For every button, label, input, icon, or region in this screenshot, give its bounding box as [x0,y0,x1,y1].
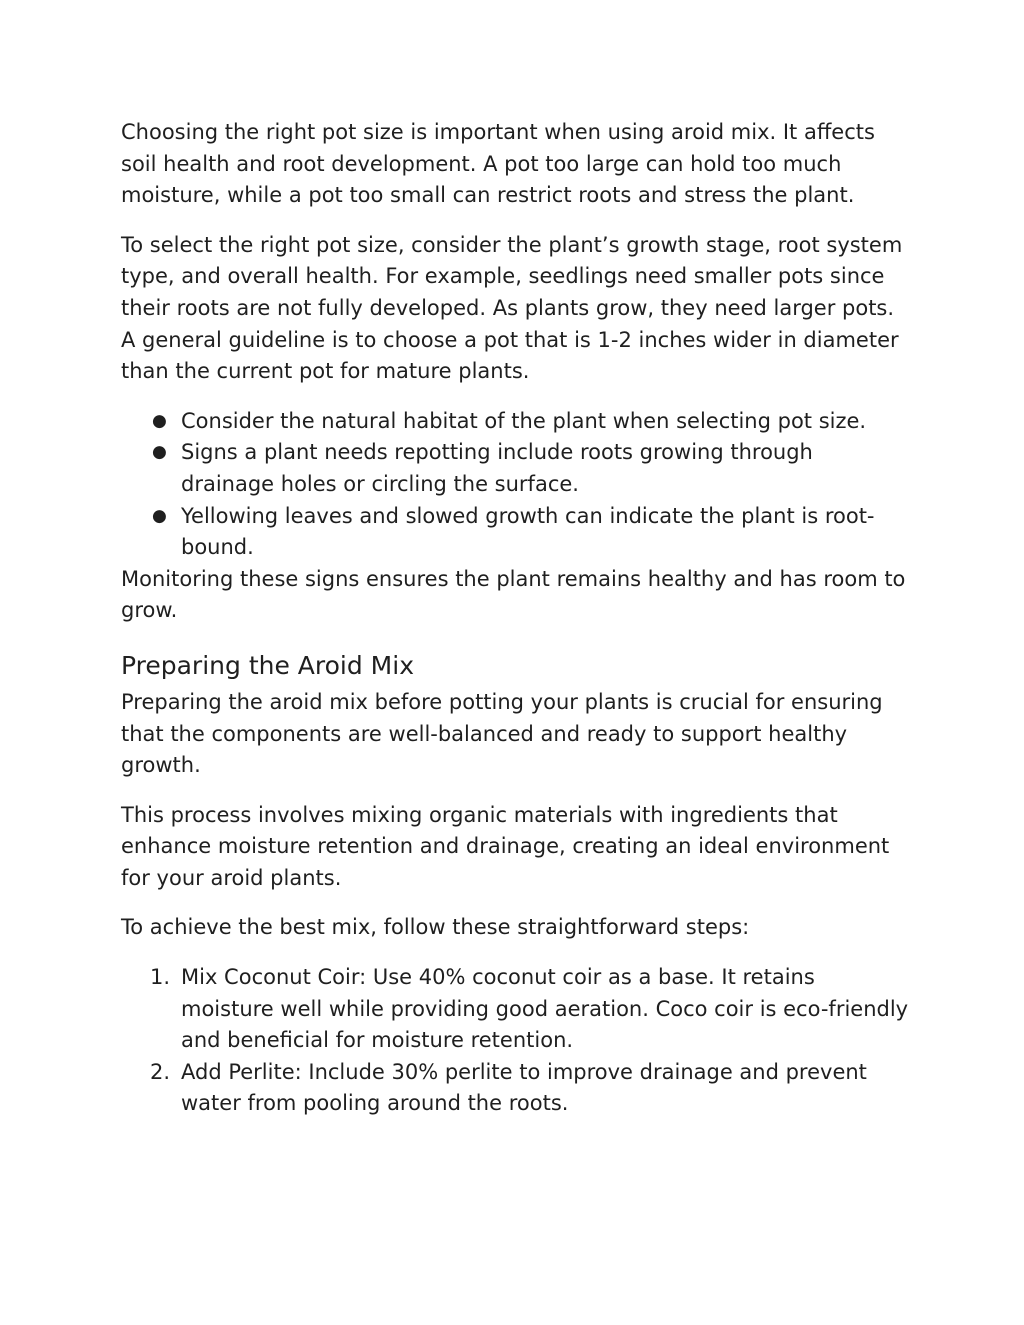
bullet-list [121,406,911,564]
list-item [121,1057,911,1120]
step-text: Add Perlite: Include 30% perlite to improve drainage and prevent water from pooling around the roots. [181,1059,867,1116]
list-item-text: Consider the natural habitat of the plant when selecting pot size. [181,408,867,433]
list-item [121,406,911,438]
list-item [121,501,911,564]
numbered-list [121,962,911,1120]
bullet-icon: ● [152,410,167,431]
paragraph-preparing-intro: Preparing the aroid mix before potting your plants is crucial for ensuring that the components are well-balanced and ready to support healthy growth. [121,689,883,778]
paragraph-pot-size-intro: Choosing the right pot size is important when using aroid mix. It affects soil health and root development. A pot too large can hold too much moisture, while a pot too small can restrict roots and stress the plant. [121,120,875,208]
step-number: 2. [150,1059,171,1084]
document-page [121,117,911,1120]
list-item [121,437,911,500]
bullet-icon: ● [152,505,167,526]
paragraph-process: This process involves mixing organic materials with ingredients that enhance moisture retention and drainage, creating an ideal environment for your aroid plants. [121,802,890,890]
step-text: Mix Coconut Coir: Use 40% coconut coir as a base. It retains moisture well while providing good aeration. Coco coir is eco-friendly and beneficial for moisture retention. [181,965,909,1053]
list-item-text: Yellowing leaves and slowed growth can indicate the plant is root-bound. [181,503,875,560]
bullet-icon: ● [152,442,167,463]
list-item-text: Signs a plant needs repotting include roots growing through drainage holes or circling the surface. [181,440,813,496]
paragraph-pot-size-selection: To select the right pot size, consider the plant’s growth stage, root system type, and overall health. For example, seedlings need smaller pots since their roots are not fully developed. As plants grow, they need larger pots. A general guideline is to choose a pot that is 1-2 inches wider in diameter than the current pot for mature plants. [121,232,903,384]
section-heading: Preparing the Aroid Mix [121,650,414,680]
step-number: 1. [150,965,171,990]
paragraph-steps-intro: To achieve the best mix, follow these straightforward steps: [121,915,750,940]
list-item [121,962,911,1057]
paragraph-monitoring: Monitoring these signs ensures the plant remains healthy and has room to grow. [121,566,906,623]
